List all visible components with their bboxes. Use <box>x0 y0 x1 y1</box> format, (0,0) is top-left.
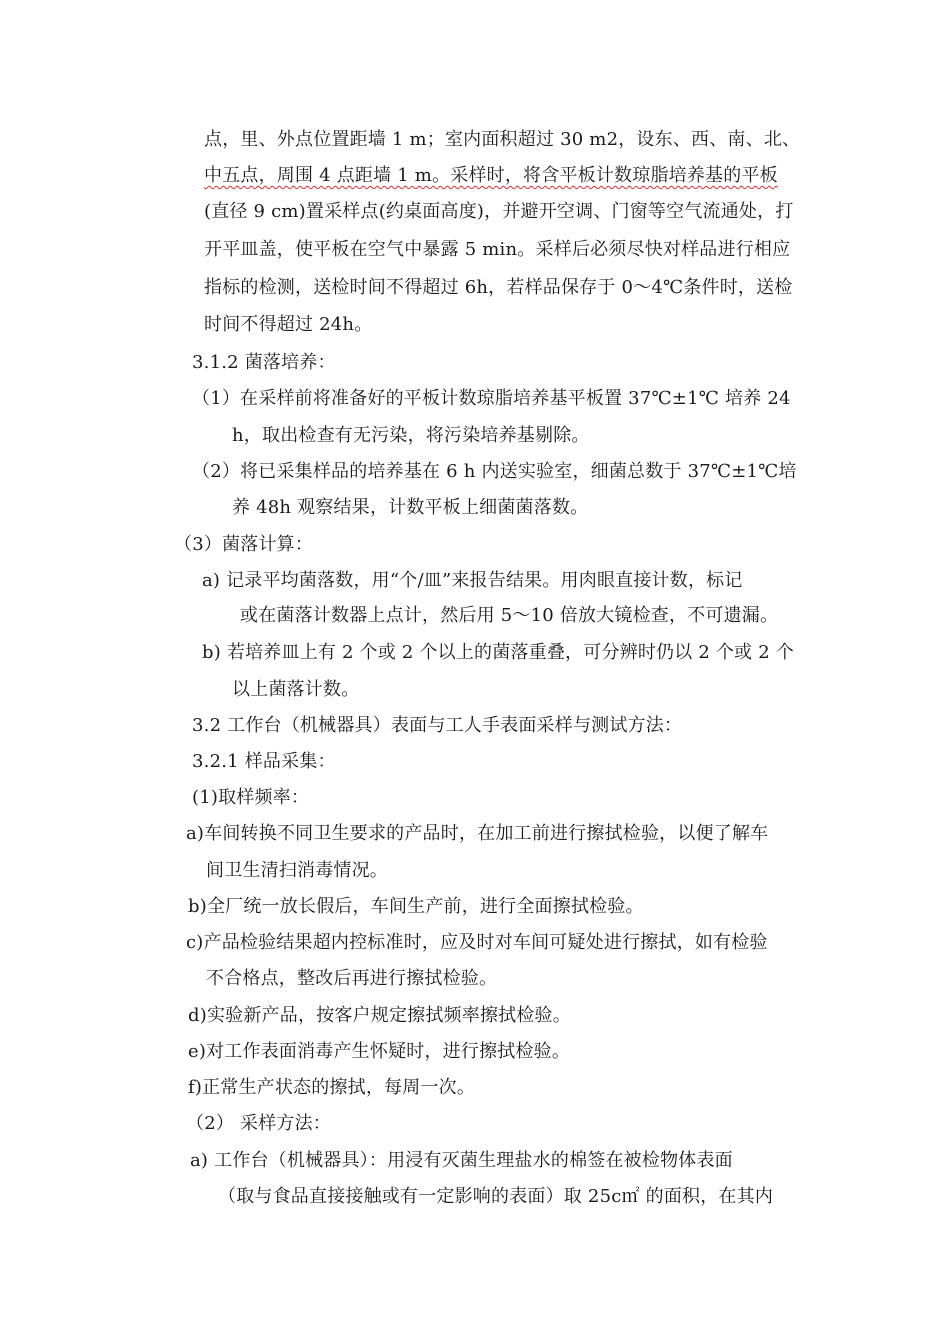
text-line: （2）将已采集样品的培养基在 6 h 内送实验室，细菌总数于 37℃±1℃培 <box>192 461 797 482</box>
spelling-mark: 中五点，周围 4 点距墙 1 m。采样时，将含平板计数琼脂培养基的平板 <box>204 165 778 186</box>
text-line: f)正常生产状态的擦拭，每周一次。 <box>188 1077 476 1098</box>
text-line: 指标的检测，送检时间不得超过 6h，若样品保存于 0～4℃条件时，送检 <box>204 277 793 298</box>
text-line: d)实验新产品，按客户规定擦拭频率擦拭检验。 <box>188 1005 571 1026</box>
text-line <box>204 164 778 188</box>
text-line: 或在菌落计数器上点计，然后用 5～10 倍放大镜检查，不可遗漏。 <box>240 605 779 626</box>
text-line: a) 工作台（机械器具）：用浸有灭菌生理盐水的棉签在被检物体表面 <box>190 1150 733 1171</box>
text-line: （1）在采样前将准备好的平板计数琼脂培养基平板置 37℃±1℃ 培养 24 <box>192 388 791 409</box>
text-line: a) 记录平均菌落数，用“个/皿”来报告结果。用肉眼直接计数，标记 <box>202 570 743 591</box>
text-line: （取与食品直接接触或有一定影响的表面）取 25c㎡ 的面积，在其内 <box>218 1186 774 1207</box>
text-line: b) 若培养皿上有 2 个或 2 个以上的菌落重叠，可分辨时仍以 2 个或 2 个 <box>202 642 795 663</box>
text-line: 不合格点，整改后再进行擦拭检验。 <box>206 968 498 989</box>
text-line: b)全厂统一放长假后，车间生产前，进行全面擦拭检验。 <box>188 896 644 917</box>
text-line: 3.2.1 样品采集： <box>192 751 336 772</box>
text-line: a)车间转换不同卫生要求的产品时，在加工前进行擦拭检验，以便了解车 <box>186 823 769 844</box>
text-line: 点，里、外点位置距墙 1 m；室内面积超过 30 m2，设东、西、南、北、 <box>204 129 801 150</box>
text-line: 3.2 工作台（机械器具）表面与工人手表面采样与测试方法： <box>192 715 683 736</box>
text-line: (1)取样频率： <box>192 787 310 808</box>
text-line: h，取出检查有无污染，将污染培养基剔除。 <box>232 425 590 446</box>
text-line: c)产品检验结果超内控标准时，应及时对车间可疑处进行擦拭，如有检验 <box>186 932 768 953</box>
text-line: 以上菌落计数。 <box>232 679 360 700</box>
text-line: （2） 采样方法： <box>186 1113 331 1134</box>
text-line: (直径 9 cm)置采样点(约桌面高度)，并避开空调、门窗等空气流通处，打 <box>204 201 794 222</box>
text-line: 养 48h 观察结果，计数平板上细菌菌落数。 <box>232 497 589 518</box>
text-line: （3）菌落计算： <box>174 534 314 555</box>
text-line: 间卫生清扫消毒情况。 <box>206 860 388 881</box>
text-line: e)对工作表面消毒产生怀疑时，进行擦拭检验。 <box>188 1041 571 1062</box>
text-line: 开平皿盖，使平板在空气中暴露 5 min。采样后必须尽快对样品进行相应 <box>204 239 791 260</box>
text-line: 3.1.2 菌落培养： <box>192 352 336 373</box>
text-line: 时间不得超过 24h。 <box>204 314 373 335</box>
